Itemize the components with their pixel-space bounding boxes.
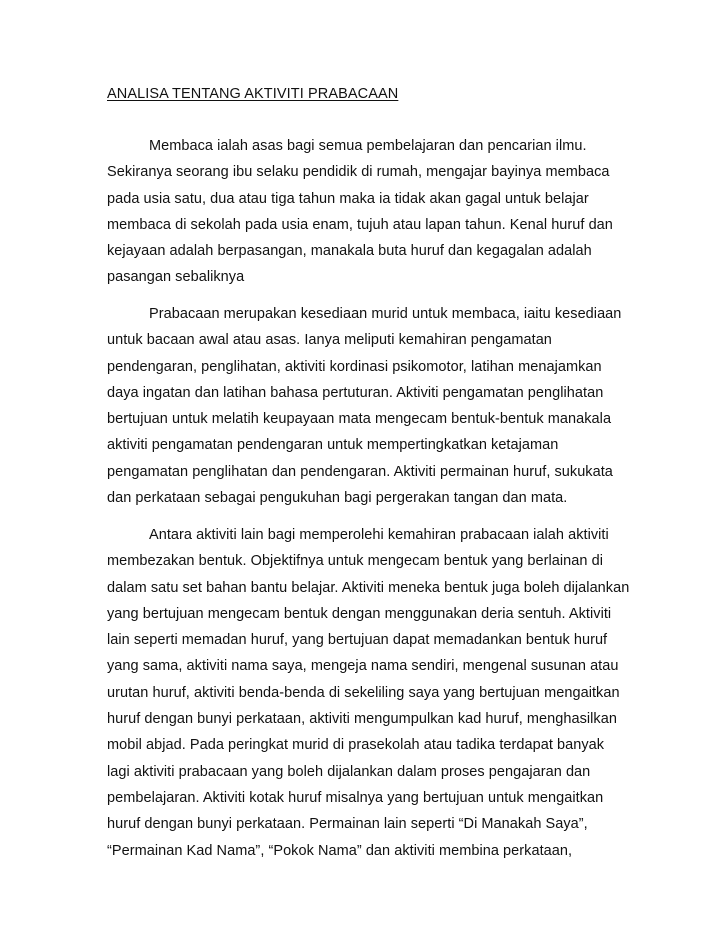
text-line: pada usia satu, dua atau tiga tahun maka ia tidak akan gagal untuk belajar bbox=[107, 190, 589, 207]
text-line: Sekiranya seorang ibu selaku pendidik di rumah, mengajar bayinya membaca bbox=[107, 164, 610, 181]
text-line: bertujuan untuk melatih keupayaan mata mengecam bentuk-bentuk manakala bbox=[107, 411, 612, 428]
text-line: aktiviti pengamatan pendengaran untuk mempertingkatkan ketajaman bbox=[107, 437, 559, 454]
text-line: lagi aktiviti prabacaan yang boleh dijalankan dalam proses pengajaran dan bbox=[107, 763, 591, 780]
text-line: Membaca ialah asas bagi semua pembelajaran dan pencarian ilmu. bbox=[149, 138, 587, 154]
paragraph-1 bbox=[107, 133, 627, 291]
text-line: Antara aktiviti lain bagi memperolehi kemahiran prabacaan ialah aktiviti bbox=[149, 527, 609, 543]
text-line: Prabacaan merupakan kesediaan murid untuk membaca, iaitu kesediaan bbox=[149, 306, 622, 322]
text-line: mobil abjad. Pada peringkat murid di prasekolah atau tadika terdapat banyak bbox=[107, 737, 605, 754]
paragraph-3 bbox=[107, 522, 630, 864]
text-line: lain seperti memadan huruf, yang bertujuan dapat memadankan bentuk huruf bbox=[107, 632, 608, 649]
document-title: ANALISA TENTANG AKTIVITI PRABACAAN bbox=[107, 86, 399, 102]
text-line: dalam satu set bahan bantu belajar. Aktiviti meneka bentuk juga boleh dijalankan bbox=[107, 579, 630, 596]
text-line: membaca di sekolah pada usia enam, tujuh atau lapan tahun. Kenal huruf dan bbox=[107, 216, 613, 233]
text-line: yang bertujuan mengecam bentuk dengan menggunakan deria sentuh. Aktiviti bbox=[107, 605, 612, 622]
text-line: pasangan sebaliknya bbox=[107, 269, 245, 286]
text-line: “Permainan Kad Nama”, “Pokok Nama” dan aktiviti membina perkataan, bbox=[107, 842, 573, 859]
paragraph-2 bbox=[107, 301, 627, 511]
text-line: pengamatan penglihatan dan pendengaran. Aktiviti permainan huruf, sukukata bbox=[107, 463, 613, 480]
text-line: yang sama, aktiviti nama saya, mengeja nama sendiri, mengenal susunan atau bbox=[107, 658, 619, 675]
text-line: membezakan bentuk. Objektifnya untuk mengecam bentuk yang berlainan di bbox=[107, 553, 603, 570]
text-line: pendengaran, penglihatan, aktiviti kordinasi psikomotor, latihan menajamkan bbox=[107, 358, 602, 375]
text-line: huruf dengan bunyi perkataan. Permainan lain seperti “Di Manakah Saya”, bbox=[107, 816, 588, 833]
text-line: daya ingatan dan latihan bahasa pertuturan. Aktiviti pengamatan penglihatan bbox=[107, 384, 604, 401]
text-line: untuk bacaan awal atau asas. Ianya meliputi kemahiran pengamatan bbox=[107, 332, 552, 349]
text-line: pembelajaran. Aktiviti kotak huruf misalnya yang bertujuan untuk mengaitkan bbox=[107, 789, 604, 806]
text-line: dan perkataan sebagai pengukuhan bagi pergerakan tangan dan mata. bbox=[107, 490, 568, 507]
text-line: urutan huruf, aktiviti benda-benda di sekeliling saya yang bertujuan mengaitkan bbox=[107, 684, 620, 701]
text-line: huruf dengan bunyi perkataan, aktiviti mengumpulkan kad huruf, menghasilkan bbox=[107, 711, 617, 728]
text-line: kejayaan adalah berpasangan, manakala buta huruf dan kegagalan adalah bbox=[107, 243, 592, 260]
